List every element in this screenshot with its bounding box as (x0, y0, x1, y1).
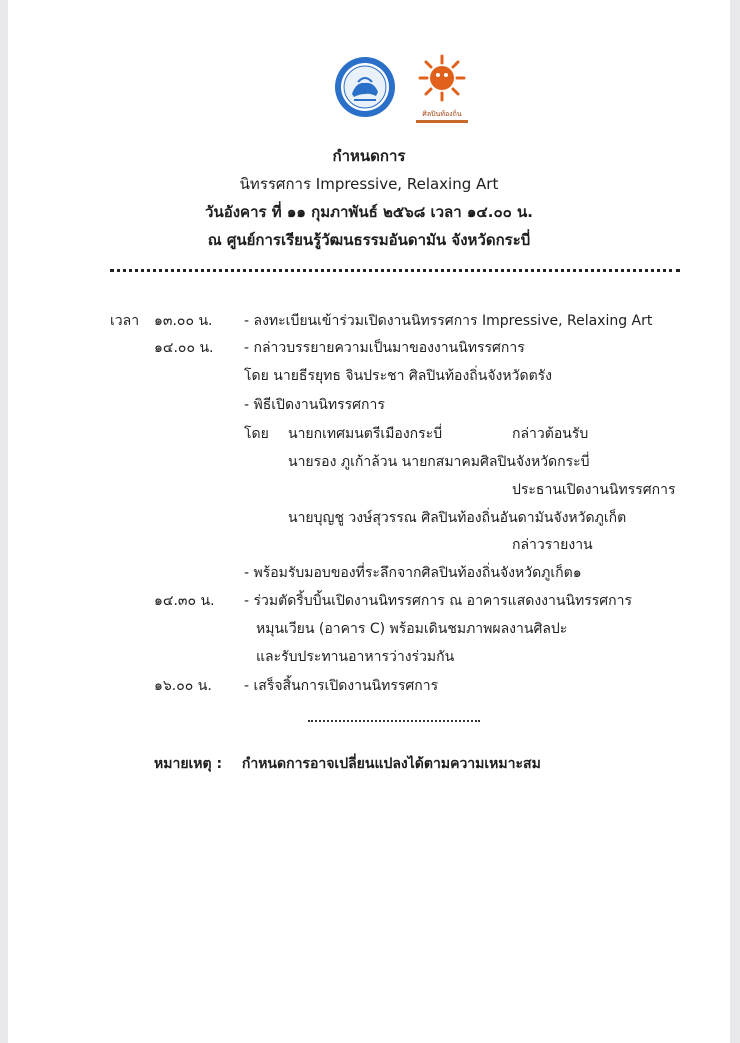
by-label: โดย (244, 426, 269, 442)
person-name: นายบุญชู วงษ์สุวรรณ ศิลปินท้องถิ่นอันดามันจังหวัดภูเก็ต (288, 510, 627, 526)
person-role: กล่าวต้อนรับ (512, 426, 589, 442)
venue-line: ณ ศูนย์การเรียนรู้วัฒนธรรมอันดามัน จังหวัดกระบี่ (207, 231, 531, 249)
schedule-time: ๑๖.๐๐ น. (154, 678, 212, 694)
schedule-item: - พร้อมรับมอบของที่ระลึกจากศิลปินท้องถิ่นจังหวัดภูเก็ต๑ (244, 565, 582, 581)
schedule-item: - พิธีเปิดงานนิทรรศการ (244, 397, 385, 413)
person-name: นายกเทศมนตรีเมืองกระบี่ (288, 426, 443, 442)
person-role: กล่าวรายงาน (512, 537, 593, 553)
schedule-time: ๑๔.๓๐ น. (154, 593, 215, 609)
schedule-item-detail: หมุนเวียน (อาคาร C) พร้อมเดินชมภาพผลงานศิลปะ (256, 621, 568, 637)
end-divider (308, 720, 480, 722)
schedule-item-detail: โดย นายธีรยุทธ จินประชา ศิลปินท้องถิ่นจังหวัดตรัง (244, 368, 553, 384)
heading-block (8, 142, 730, 254)
note-label: หมายเหตุ : (154, 756, 223, 772)
schedule-time: ๑๔.๐๐ น. (154, 340, 214, 356)
logo-caption: ศิลปินท้องถิ่น (422, 110, 462, 118)
person-role: ประธานเปิดงานนิทรรศการ (512, 482, 676, 498)
schedule-time: ๑๓.๐๐ น. (154, 313, 213, 329)
logo-row (8, 54, 730, 124)
section-divider (110, 269, 680, 272)
schedule-item: - กล่าวบรรยายความเป็นมาของงานนิทรรศการ (244, 340, 525, 356)
person-name: นายรอง ภูเก้าล้วน นายกสมาคมศิลปินจังหวัดกระบี่ (288, 454, 590, 470)
schedule-item: - ลงทะเบียนเข้าร่วมเปิดงานนิทรรศการ Impressive, Relaxing Art (244, 313, 653, 329)
time-label: เวลา (110, 313, 140, 329)
page-title: กำหนดการ (332, 147, 406, 165)
schedule-item: - เสร็จสิ้นการเปิดงานนิทรรศการ (244, 678, 439, 694)
artist-sun-logo-icon (416, 54, 468, 122)
provincial-seal-icon (334, 56, 396, 118)
note-text: กำหนดการอาจเปลี่ยนแปลงได้ตามความเหมาะสม (241, 756, 541, 772)
schedule-item-detail: และรับประทานอาหารว่างร่วมกัน (256, 649, 455, 665)
logo-underline (416, 120, 468, 123)
note-line (154, 753, 541, 775)
date-line: วันอังคาร ที่ ๑๑ กุมภาพันธ์ ๒๕๖๘ เวลา ๑๔.๐๐ น. (205, 203, 533, 221)
schedule-item: - ร่วมตัดริ้บบิ้นเปิดงานนิทรรศการ ณ อาคารแสดงงานนิทรรศการ (244, 593, 633, 609)
document-page (8, 0, 730, 1043)
page-subtitle: นิทรรศการ Impressive, Relaxing Art (239, 175, 499, 193)
